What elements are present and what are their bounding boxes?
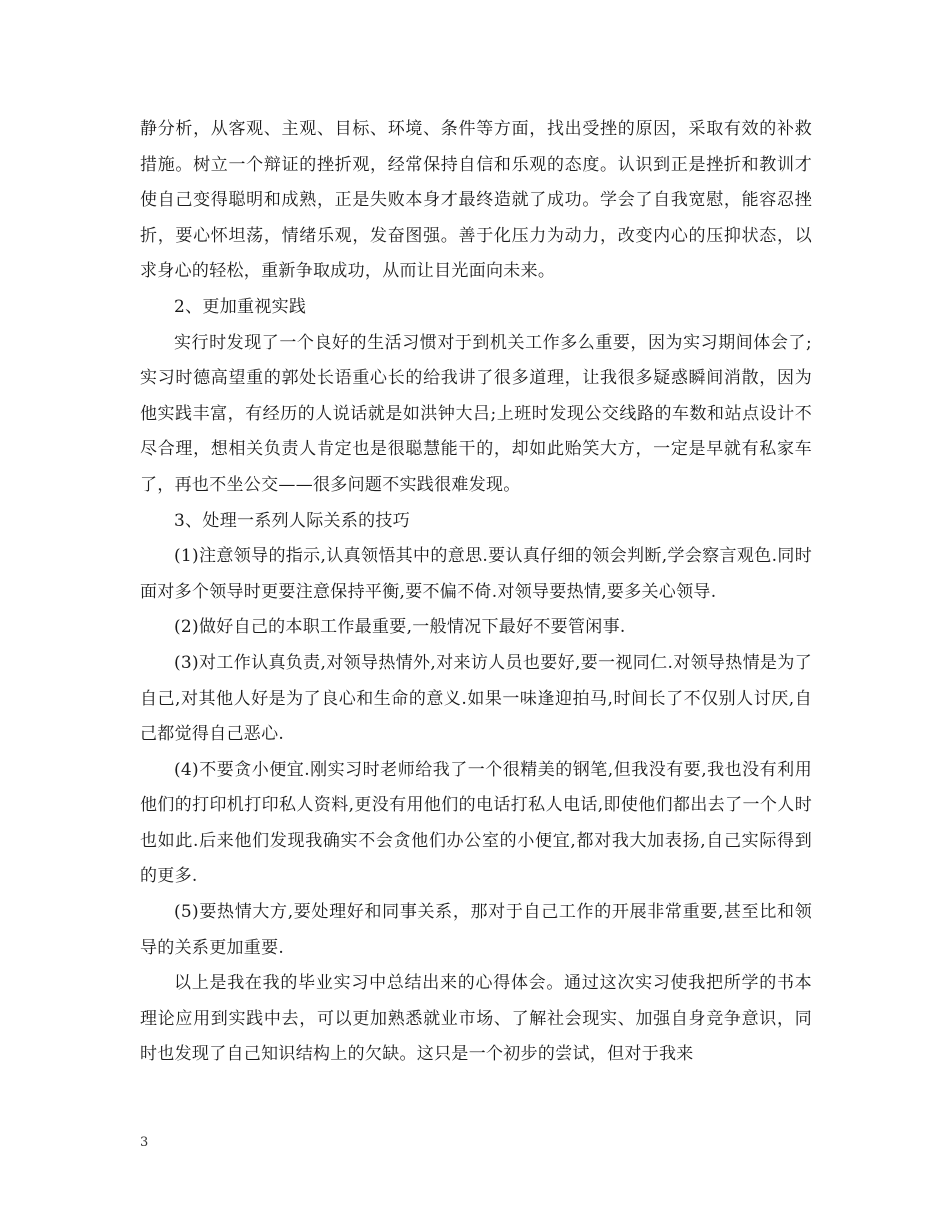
paragraph-conclusion: 以上是我在我的毕业实习中总结出来的心得体会。通过这次实习使我把所学的书本理论应用到实践中去，可以更加熟悉就业市场、了解社会现实、加强自身竞争意识，同时也发现了自己知识结构上的欠缺。这只是一个初步的尝试，但对于我来 [140, 973, 812, 1065]
list-item-3: (3)对工作认真负责,对领导热情外,对来访人员也要好,要一视同仁.对领导热情是为了自己,对其他人好是为了良心和生命的意义.如果一味逢迎拍马,时间长了不仅别人讨厌,自己都觉得自己恶心. [140, 652, 812, 745]
page-number: 3 [140, 1135, 149, 1150]
heading-relations: 3、处理一系列人际关系的技巧 [174, 510, 411, 531]
heading-practice: 2、更加重视实践 [174, 296, 307, 317]
list-item-1: (1)注意领导的指示,认真领悟其中的意思.要认真仔细的领会判断,学会察言观色.同时面对多个领导时更要注意保持平衡,要不偏不倚.对领导要热情,要多关心领导. [140, 546, 812, 602]
document-body [140, 112, 812, 1073]
list-item-5: (5)要热情大方,要处理好和同事关系，那对于自己工作的开展非常重要,甚至比和领导的关系更加重要. [140, 902, 812, 958]
paragraph-practice: 实行时发现了一个良好的生活习惯对于到机关工作多么重要，因为实习期间体会了;实习时德高望重的郭处长语重心长的给我讲了很多道理，让我很多疑惑瞬间消散，因为他实践丰富，有经历的人说话就是如洪钟大吕;上班时发现公交线路的车数和站点设计不尽合理，想相关负责人肯定也是很聪慧能干的，却如此贻笑大方，一定是早就有私家车了，再也不坐公交——很多问题不实践很难发现。 [140, 332, 812, 495]
list-item-2: (2)做好自己的本职工作最重要,一般情况下最好不要管闲事. [174, 617, 626, 638]
paragraph-1: 静分析，从客观、主观、目标、环境、条件等方面，找出受挫的原因，采取有效的补救措施。树立一个辩证的挫折观，经常保持自信和乐观的态度。认识到正是挫折和教训才使自己变得聪明和成熟，正是失败本身才最终造就了成功。学会了自我宽慰，能容忍挫折，要心怀坦荡，情绪乐观，发奋图强。善于化压力为动力，改变内心的压抑状态，以求身心的轻松，重新争取成功，从而让目光面向未来。 [140, 119, 812, 282]
list-item-4: (4)不要贪小便宜.刚实习时老师给我了一个很精美的钢笔,但我没有要,我也没有利用他们的打印机打印私人资料,更没有用他们的电话打私人电话,即使他们都出去了一个人时也如此.后来他们发现我确实不会贪他们办公室的小便宜,都对我大加表扬,自己实际得到的更多. [140, 759, 812, 887]
